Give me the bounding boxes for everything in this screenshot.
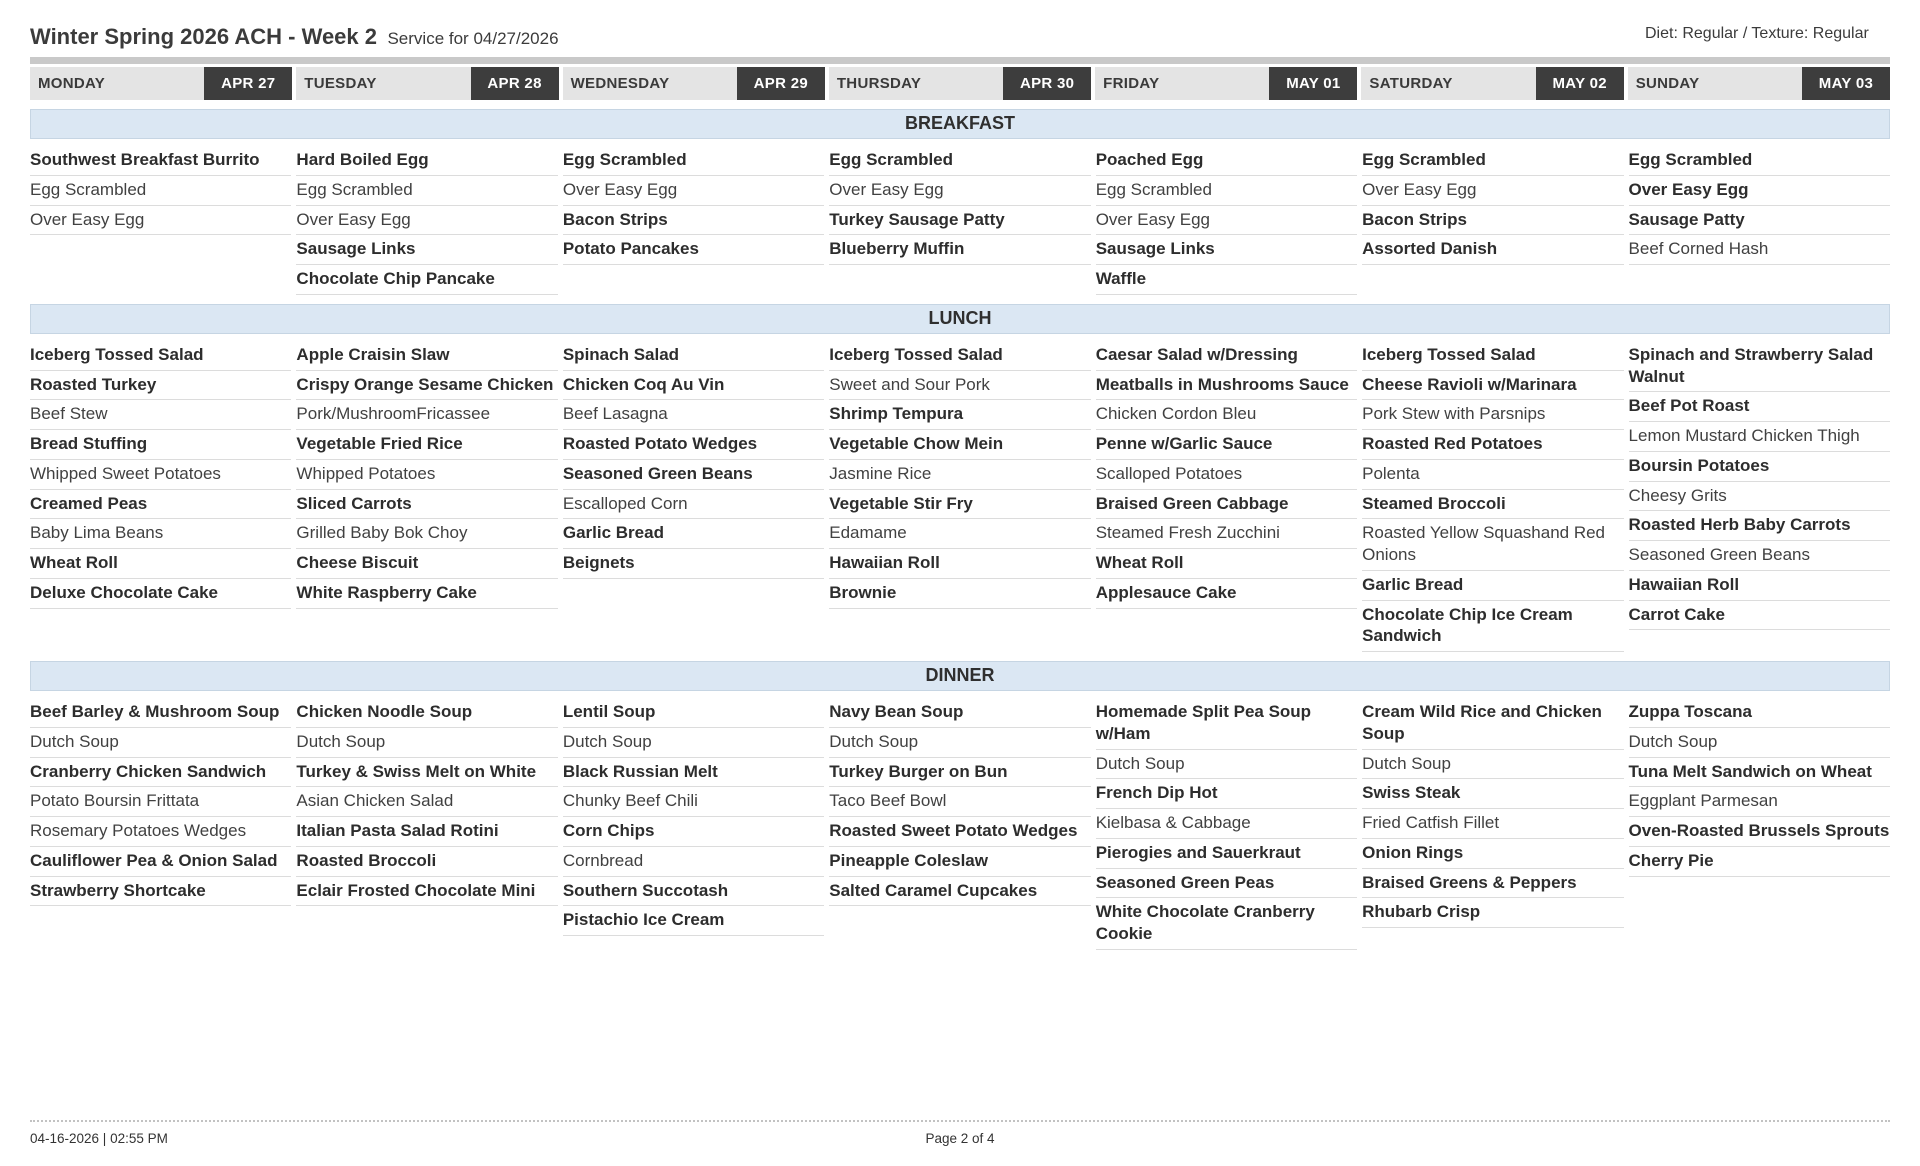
menu-item: Sweet and Sour Pork (829, 371, 1090, 401)
menu-item: Roasted Potato Wedges (563, 430, 824, 460)
menu-item: Meatballs in Mushrooms Sauce (1096, 371, 1357, 401)
menu-item: Cheese Biscuit (296, 549, 557, 579)
menu-item: Sausage Patty (1629, 206, 1890, 236)
menu-item: Roasted Sweet Potato Wedges (829, 817, 1090, 847)
menu-item: Dutch Soup (30, 728, 291, 758)
menu-item: French Dip Hot (1096, 779, 1357, 809)
menu-item: Deluxe Chocolate Cake (30, 579, 291, 609)
menu-item: Turkey Sausage Patty (829, 206, 1090, 236)
menu-item: Eggplant Parmesan (1629, 787, 1890, 817)
menu-item: Pineapple Coleslaw (829, 847, 1090, 877)
menu-grid-breakfast (30, 139, 1890, 295)
menu-item: Beef Stew (30, 400, 291, 430)
day-header-saturday (1361, 67, 1623, 100)
menu-item: Roasted Broccoli (296, 847, 557, 877)
menu-item: Beef Pot Roast (1629, 392, 1890, 422)
menu-item: Wheat Roll (30, 549, 291, 579)
menu-item: Kielbasa & Cabbage (1096, 809, 1357, 839)
menu-item: Sliced Carrots (296, 490, 557, 520)
menu-item: Wheat Roll (1096, 549, 1357, 579)
menu-item: Steamed Fresh Zucchini (1096, 519, 1357, 549)
menu-column-tuesday (296, 146, 557, 295)
page-header (30, 24, 1890, 50)
diet-texture-label: Diet: Regular / Texture: Regular (1645, 25, 1869, 42)
menu-item: Over Easy Egg (296, 206, 557, 236)
menu-item: Beignets (563, 549, 824, 579)
menu-item: Iceberg Tossed Salad (30, 341, 291, 371)
menu-item: Iceberg Tossed Salad (829, 341, 1090, 371)
menu-item: Polenta (1362, 460, 1623, 490)
menu-item: Vegetable Chow Mein (829, 430, 1090, 460)
day-name-label: SATURDAY (1369, 75, 1453, 92)
menu-item: Iceberg Tossed Salad (1362, 341, 1623, 371)
day-header-tuesday (296, 67, 558, 100)
menu-item: Cauliflower Pea & Onion Salad (30, 847, 291, 877)
menu-column-wednesday (563, 341, 824, 579)
menu-column-friday (1096, 698, 1357, 950)
menu-item: Fried Catfish Fillet (1362, 809, 1623, 839)
date-badge: APR 29 (737, 67, 825, 100)
menu-item: Eclair Frosted Chocolate Mini (296, 877, 557, 907)
menu-item: Egg Scrambled (296, 176, 557, 206)
date-badge: APR 28 (471, 67, 559, 100)
menu-item: Applesauce Cake (1096, 579, 1357, 609)
menu-item: Dutch Soup (563, 728, 824, 758)
menu-column-tuesday (296, 698, 557, 906)
menu-item: Taco Beef Bowl (829, 787, 1090, 817)
section-header-dinner: DINNER (30, 661, 1890, 691)
menu-item: Bacon Strips (1362, 206, 1623, 236)
menu-item: Escalloped Corn (563, 490, 824, 520)
menu-item: Cornbread (563, 847, 824, 877)
menu-item: Seasoned Green Beans (1629, 541, 1890, 571)
menu-item: Homemade Split Pea Soup w/Ham (1096, 698, 1357, 750)
menu-item: Turkey & Swiss Melt on White (296, 758, 557, 788)
menu-item: Caesar Salad w/Dressing (1096, 341, 1357, 371)
menu-item: Cheese Ravioli w/Marinara (1362, 371, 1623, 401)
menu-item: Lentil Soup (563, 698, 824, 728)
menu-item: Egg Scrambled (563, 146, 824, 176)
menu-item: Tuna Melt Sandwich on Wheat (1629, 758, 1890, 788)
menu-item: Crispy Orange Sesame Chicken (296, 371, 557, 401)
menu-item: Braised Greens & Peppers (1362, 869, 1623, 899)
menu-column-monday (30, 698, 291, 906)
day-header-monday (30, 67, 292, 100)
day-name-label: THURSDAY (836, 75, 922, 92)
header-divider-bar (30, 57, 1890, 64)
menu-item: Sausage Links (1096, 235, 1357, 265)
menu-column-monday (30, 341, 291, 609)
section-header-lunch: LUNCH (30, 304, 1890, 334)
menu-item: White Raspberry Cake (296, 579, 557, 609)
page-title: Winter Spring 2026 ACH - Week 2 (30, 24, 378, 49)
date-badge: MAY 01 (1269, 67, 1357, 100)
menu-item: Seasoned Green Beans (563, 460, 824, 490)
menu-item: Chocolate Chip Ice Cream Sandwich (1362, 601, 1623, 653)
menu-item: Lemon Mustard Chicken Thigh (1629, 422, 1890, 452)
date-badge: APR 30 (1003, 67, 1091, 100)
menu-column-saturday (1362, 698, 1623, 928)
menu-item: Hard Boiled Egg (296, 146, 557, 176)
page-footer (30, 1120, 1890, 1146)
menu-item: Italian Pasta Salad Rotini (296, 817, 557, 847)
menu-item: Bacon Strips (563, 206, 824, 236)
menu-item: Pork Stew with Parsnips (1362, 400, 1623, 430)
menu-item: Egg Scrambled (1096, 176, 1357, 206)
menu-item: Penne w/Garlic Sauce (1096, 430, 1357, 460)
menu-column-tuesday (296, 341, 557, 609)
menu-item: Garlic Bread (1362, 571, 1623, 601)
menu-item: Dutch Soup (829, 728, 1090, 758)
menu-grid-dinner (30, 691, 1890, 991)
menu-item: Cranberry Chicken Sandwich (30, 758, 291, 788)
menu-item: Pistachio Ice Cream (563, 906, 824, 936)
menu-item: Chocolate Chip Pancake (296, 265, 557, 295)
menu-item: Egg Scrambled (1629, 146, 1890, 176)
menu-column-wednesday (563, 146, 824, 265)
menu-item: Dutch Soup (1096, 750, 1357, 780)
section-header-breakfast: BREAKFAST (30, 109, 1890, 139)
menu-item: Dutch Soup (1629, 728, 1890, 758)
menu-item: Over Easy Egg (1629, 176, 1890, 206)
menu-item: Steamed Broccoli (1362, 490, 1623, 520)
service-date-label: Service for 04/27/2026 (387, 29, 559, 48)
menu-item: Chicken Coq Au Vin (563, 371, 824, 401)
day-name-label: MONDAY (38, 75, 106, 92)
day-name-label: TUESDAY (304, 75, 377, 92)
day-name-label: SUNDAY (1635, 75, 1700, 92)
menu-item: Rosemary Potatoes Wedges (30, 817, 291, 847)
menu-item: Over Easy Egg (1362, 176, 1623, 206)
menu-item: Vegetable Fried Rice (296, 430, 557, 460)
menu-item: Creamed Peas (30, 490, 291, 520)
menu-column-thursday (829, 146, 1090, 265)
menu-item: Corn Chips (563, 817, 824, 847)
menu-column-wednesday (563, 698, 824, 936)
menu-item: Shrimp Tempura (829, 400, 1090, 430)
menu-item: Sausage Links (296, 235, 557, 265)
menu-item: Navy Bean Soup (829, 698, 1090, 728)
menu-column-friday (1096, 146, 1357, 295)
menu-item: Poached Egg (1096, 146, 1357, 176)
menu-item: Egg Scrambled (1362, 146, 1623, 176)
menu-item: Roasted Herb Baby Carrots (1629, 511, 1890, 541)
menu-item: Baby Lima Beans (30, 519, 291, 549)
menu-sections (30, 109, 1890, 991)
menu-item: Carrot Cake (1629, 601, 1890, 631)
day-header-thursday (829, 67, 1091, 100)
menu-item: Chicken Noodle Soup (296, 698, 557, 728)
print-timestamp: 04-16-2026 | 02:55 PM (30, 1131, 168, 1146)
menu-item: Black Russian Melt (563, 758, 824, 788)
menu-item: Hawaiian Roll (1629, 571, 1890, 601)
menu-column-saturday (1362, 146, 1623, 265)
menu-item: Whipped Sweet Potatoes (30, 460, 291, 490)
menu-item: Whipped Potatoes (296, 460, 557, 490)
menu-item: Chicken Cordon Bleu (1096, 400, 1357, 430)
menu-item: Spinach Salad (563, 341, 824, 371)
menu-item: Oven-Roasted Brussels Sprouts (1629, 817, 1890, 847)
menu-item: Potato Pancakes (563, 235, 824, 265)
menu-item: Grilled Baby Bok Choy (296, 519, 557, 549)
menu-item: Cream Wild Rice and Chicken Soup (1362, 698, 1623, 750)
menu-item: Brownie (829, 579, 1090, 609)
menu-column-saturday (1362, 341, 1623, 652)
menu-column-friday (1096, 341, 1357, 609)
menu-item: Jasmine Rice (829, 460, 1090, 490)
date-badge: MAY 03 (1802, 67, 1890, 100)
menu-item: Pork/MushroomFricassee (296, 400, 557, 430)
menu-item: Over Easy Egg (829, 176, 1090, 206)
menu-item: Hawaiian Roll (829, 549, 1090, 579)
menu-item: Assorted Danish (1362, 235, 1623, 265)
menu-column-sunday (1629, 146, 1890, 265)
menu-item: Beef Corned Hash (1629, 235, 1890, 265)
menu-item: White Chocolate Cranberry Cookie (1096, 898, 1357, 950)
menu-item: Dutch Soup (296, 728, 557, 758)
menu-item: Southern Succotash (563, 877, 824, 907)
day-header-friday (1095, 67, 1357, 100)
date-badge: APR 27 (204, 67, 292, 100)
date-badge: MAY 02 (1536, 67, 1624, 100)
menu-column-thursday (829, 698, 1090, 906)
menu-item: Strawberry Shortcake (30, 877, 291, 907)
menu-item: Apple Craisin Slaw (296, 341, 557, 371)
menu-item: Turkey Burger on Bun (829, 758, 1090, 788)
menu-item: Bread Stuffing (30, 430, 291, 460)
menu-column-sunday (1629, 341, 1890, 631)
menu-item: Roasted Red Potatoes (1362, 430, 1623, 460)
title-line (30, 24, 559, 50)
menu-column-sunday (1629, 698, 1890, 877)
menu-item: Braised Green Cabbage (1096, 490, 1357, 520)
day-name-label: WEDNESDAY (570, 75, 670, 92)
menu-item: Blueberry Muffin (829, 235, 1090, 265)
menu-item: Garlic Bread (563, 519, 824, 549)
day-name-label: FRIDAY (1103, 75, 1160, 92)
menu-grid-lunch (30, 334, 1890, 652)
menu-item: Cherry Pie (1629, 847, 1890, 877)
menu-item: Scalloped Potatoes (1096, 460, 1357, 490)
menu-item: Egg Scrambled (30, 176, 291, 206)
day-header-sunday (1628, 67, 1890, 100)
menu-item: Boursin Potatoes (1629, 452, 1890, 482)
menu-item: Salted Caramel Cupcakes (829, 877, 1090, 907)
menu-item: Southwest Breakfast Burrito (30, 146, 291, 176)
menu-item: Cheesy Grits (1629, 482, 1890, 512)
menu-column-thursday (829, 341, 1090, 609)
menu-item: Seasoned Green Peas (1096, 869, 1357, 899)
menu-item: Pierogies and Sauerkraut (1096, 839, 1357, 869)
menu-item: Swiss Steak (1362, 779, 1623, 809)
menu-item: Roasted Turkey (30, 371, 291, 401)
menu-item: Over Easy Egg (30, 206, 291, 236)
menu-item: Asian Chicken Salad (296, 787, 557, 817)
menu-item: Edamame (829, 519, 1090, 549)
menu-item: Over Easy Egg (563, 176, 824, 206)
page-number: Page 2 of 4 (925, 1131, 995, 1146)
menu-item: Zuppa Toscana (1629, 698, 1890, 728)
menu-item: Over Easy Egg (1096, 206, 1357, 236)
menu-item: Chunky Beef Chili (563, 787, 824, 817)
day-header-wednesday (563, 67, 825, 100)
menu-item: Spinach and Strawberry Salad Walnut (1629, 341, 1890, 393)
menu-item: Vegetable Stir Fry (829, 490, 1090, 520)
menu-item: Dutch Soup (1362, 750, 1623, 780)
menu-item: Waffle (1096, 265, 1357, 295)
menu-item: Beef Barley & Mushroom Soup (30, 698, 291, 728)
day-header-row (30, 67, 1890, 100)
menu-item: Potato Boursin Frittata (30, 787, 291, 817)
menu-item: Roasted Yellow Squashand Red Onions (1362, 519, 1623, 571)
menu-item: Rhubarb Crisp (1362, 898, 1623, 928)
menu-column-monday (30, 146, 291, 235)
menu-item: Egg Scrambled (829, 146, 1090, 176)
menu-item: Beef Lasagna (563, 400, 824, 430)
menu-item: Onion Rings (1362, 839, 1623, 869)
